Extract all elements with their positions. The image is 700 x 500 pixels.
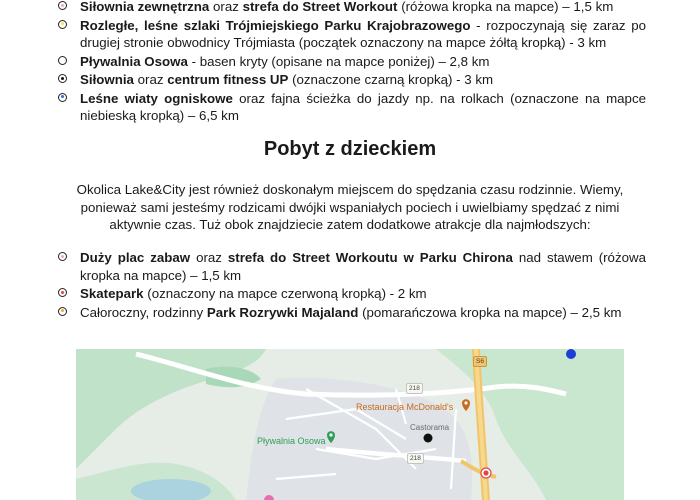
item-text-1: - rozpoczynają się zaraz po drugiej stronie obwodnicy Trójmiasta (początek oznaczony na mapce żółtą kropką) - 3 km [80,17,646,50]
item-text-1: - basen kryty (opisane na mapce poniżej) – 2,8 km [187,53,490,69]
skatepark-red-pin[interactable] [481,468,491,478]
item-bold-1: Rozległe, leśne szlaki Trójmiejskiego Parku Krajobrazowego [80,17,471,33]
bullet-dot-icon [58,93,67,102]
item-text-1: oraz [133,72,168,87]
item-text-1: oraz [209,0,243,14]
blue-marker[interactable] [566,349,576,359]
bullet-dot-icon [58,288,67,297]
item-bold-2: strefa do Street Workoutu w Parku Chirona [227,250,513,265]
item-text-2: (oznaczone czarną kropką) - 3 km [288,72,494,87]
list-item [56,17,646,52]
item-text-2: (pomarańczowa kropka na mapce) – 2,5 km [358,304,622,320]
castorama-label: Castorama [410,423,450,432]
section-paragraph: Okolica Lake&City jest również doskonałym miejscem do spędzania czasu rodzinnie. Wiemy, ponieważ sami jesteśmy rodzicami dwójki wspaniałych pociech i uwielbiamy spędzać z nimi aktywnie czas. Tuż obok znajdziecie zatem dodatkowe atrakcje dla najmłodszych: [76,182,624,232]
item-bold-1: Siłownia [80,72,134,87]
map-canvas [76,349,624,500]
item-bold-1: Leśne wiaty ogniskowe [80,90,233,106]
bullet-dot-icon [58,20,67,29]
bullet-dot-icon [58,1,67,10]
item-bold-1: Skatepark [80,286,144,301]
road-badge-218: 218 [406,383,423,394]
road-badge-218-south: 218 [407,453,424,464]
forest-area [76,349,266,469]
item-text-1: (oznaczony na mapce czerwoną kropką) - 2 km [143,286,427,301]
item-text-1: oraz fajna ścieżka do jazdy np. na rolkach (oznaczone na mapce niebieską kropką) – 6,5 km [80,90,646,123]
mcdonalds-pin[interactable] [462,399,470,411]
list-item [56,304,646,322]
list-item [56,0,646,16]
item-text-1: Całoroczny, rodzinny [80,304,207,320]
item-bold-1: Duży plac zabaw [80,250,191,265]
item-text-1: oraz [190,250,228,265]
bullet-dot-icon [58,252,67,261]
attractions-list [56,0,646,126]
list-item [56,90,646,125]
list-item [56,53,646,71]
area-map[interactable] [76,349,624,500]
bullet-dot-icon [58,74,67,83]
bullet-dot-icon [58,307,67,316]
list-item [56,71,646,89]
section-heading: Pobyt z dzieckiem [263,138,437,160]
item-bold-2: centrum fitness UP [167,72,289,87]
road-badge-s6: S6 [473,356,487,367]
kids-attractions-list [56,249,646,322]
fitness-black-dot[interactable] [424,434,433,443]
item-bold-1: Siłownia zewnętrzna [80,0,210,14]
list-item [56,249,646,284]
pool-label: Pływalnia Osowa [257,436,326,446]
item-bold-2: strefa do Street Workout [242,0,398,14]
list-item [56,285,646,303]
item-text-2: nad stawem (różowa kropka na mapce) – 1,5 km [80,250,646,283]
bullet-dot-icon [58,56,67,65]
mcdonalds-label: Restauracja McDonald's [356,402,454,412]
item-text-2: (różowa kropka na mapce) – 1,5 km [397,0,614,14]
item-bold-2: Park Rozrywki Majaland [206,304,359,320]
item-bold-1: Pływalnia Osowa [80,53,188,69]
